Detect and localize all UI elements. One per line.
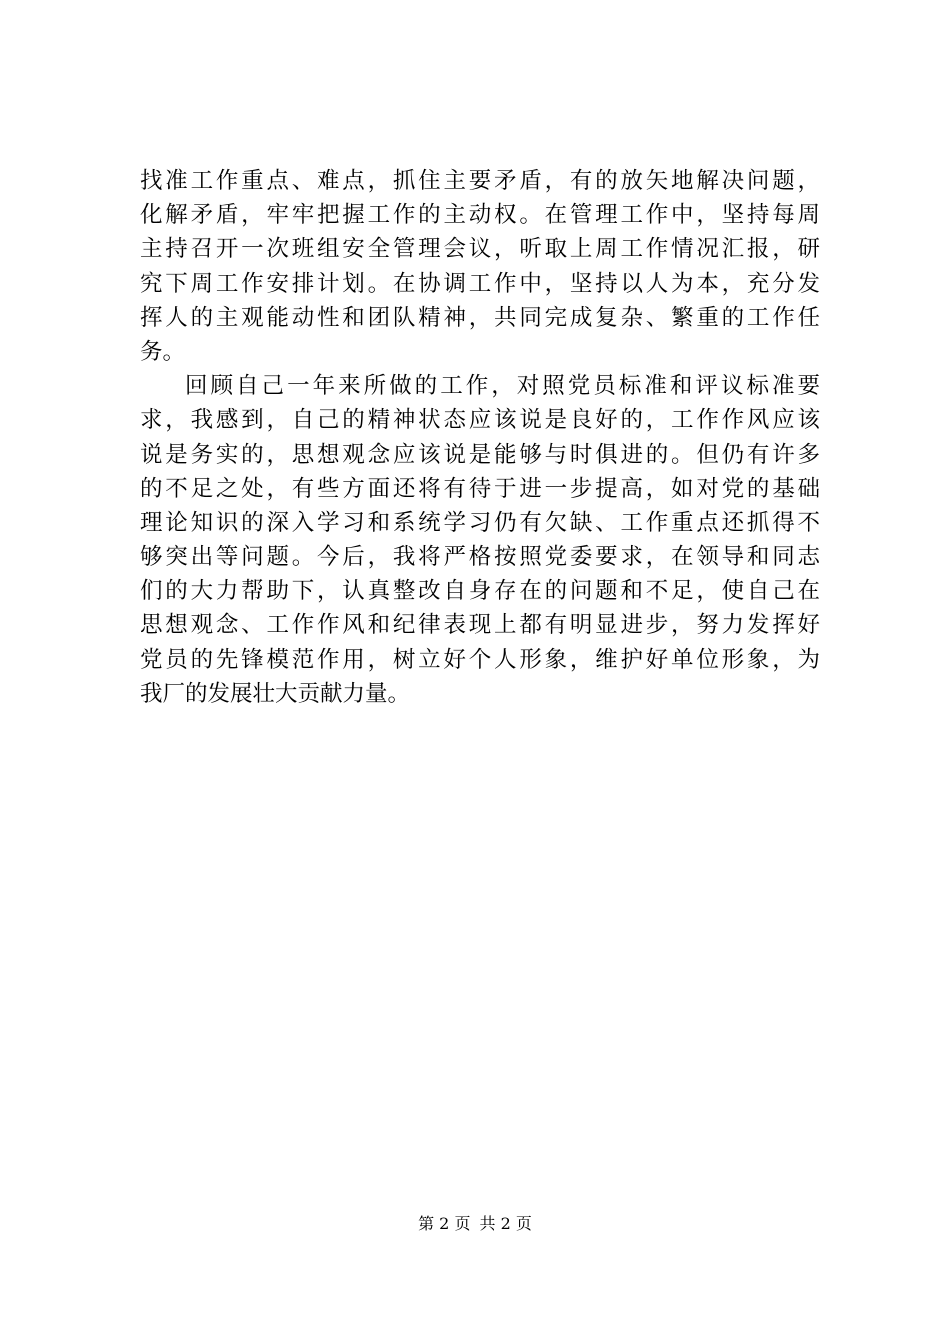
text-line: 们的大力帮助下，认真整改自身存在的问题和不足，使自己在	[140, 578, 820, 605]
text-line: 挥人的主观能动性和团队精神，共同完成复杂、繁重的工作任	[140, 304, 820, 331]
text-line: 够突出等问题。今后，我将严格按照党委要求，在领导和同志	[140, 544, 820, 571]
document-body	[140, 164, 820, 711]
page-total: 共 2 页	[479, 1214, 532, 1233]
text-line: 我厂的发展壮大贡献力量。	[140, 680, 411, 707]
text-line: 说是务实的，思想观念应该说是能够与时俱进的。但仍有许多	[140, 441, 820, 468]
page-footer	[0, 1213, 950, 1235]
paragraph-first-line: 回顾自己一年来所做的工作，对照党员标准和评议标准要	[185, 373, 820, 400]
text-line: 求，我感到，自己的精神状态应该说是良好的，工作作风应该	[140, 407, 820, 434]
text-line: 找准工作重点、难点，抓住主要矛盾，有的放矢地解决问题，	[140, 168, 820, 194]
text-line: 究下周工作安排计划。在协调工作中，坚持以人为本，充分发	[140, 270, 820, 297]
text-line: 务。	[140, 338, 186, 365]
text-line: 思想观念、工作作风和纪律表现上都有明显进步，努力发挥好	[140, 612, 820, 639]
text-line: 化解矛盾，牢牢把握工作的主动权。在管理工作中，坚持每周	[140, 202, 820, 229]
page-number: 第 2 页	[418, 1214, 471, 1233]
text-line: 理论知识的深入学习和系统学习仍有欠缺、工作重点还抓得不	[140, 509, 820, 536]
text-line: 党员的先锋模范作用，树立好个人形象，维护好单位形象，为	[140, 646, 820, 673]
text-line: 主持召开一次班组安全管理会议，听取上周工作情况汇报，研	[140, 236, 820, 263]
text-line: 的不足之处，有些方面还将有待于进一步提高，如对党的基础	[140, 475, 820, 502]
